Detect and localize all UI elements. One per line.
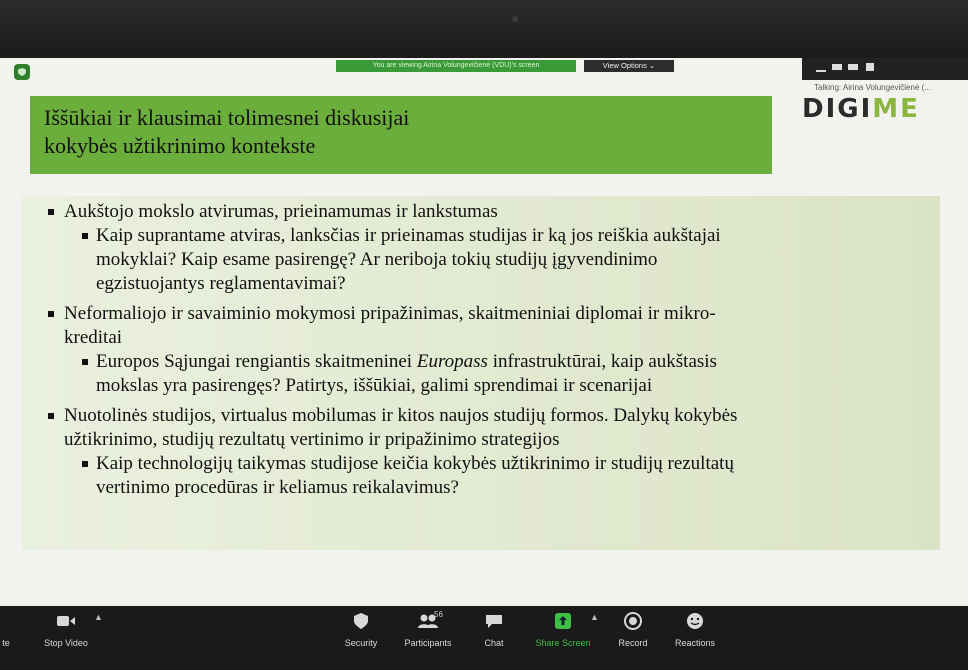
encryption-shield-icon[interactable] <box>14 64 30 80</box>
slide-title-line-1: Iššūkiai ir klausimai tolimesnei diskusijai <box>44 105 410 130</box>
speaker-thumbnail[interactable] <box>802 58 968 128</box>
reactions-button[interactable]: Reactions <box>655 610 735 648</box>
sub-bullet-3: Kaip technologijų taikymas studijose keičia kokybės užtikrinimo ir studijų rezultatų vertinimo procedūras ir keliamus reikalavimus? <box>82 452 940 500</box>
grid-view-icon[interactable] <box>866 63 874 71</box>
monitor-bezel <box>0 0 968 60</box>
sub-bullet-2: Europos Sąjungai rengiantis skaitmeninei Europass infrastruktūrai, kaip aukštasis mokslas yra pasirengęs? Patirtys, iššūkiai, galimi sprendimai ir scenarijai <box>82 350 940 398</box>
smiley-icon <box>655 610 735 632</box>
record-button[interactable]: Record <box>593 610 673 648</box>
share-options-chevron-icon[interactable]: ▲ <box>590 612 599 622</box>
webcam-dot <box>512 16 518 22</box>
single-view-icon[interactable] <box>832 64 842 70</box>
participant-count: 56 <box>434 610 443 619</box>
shared-screen <box>0 58 968 606</box>
bullet-2: Neformaliojo ir savaiminio mokymosi pripažinimas, skaitmeniniai diplomai ir mikro- kreditai <box>48 302 940 350</box>
slide-title-line-2: kokybės užtikrinimo kontekste <box>44 133 316 158</box>
list-view-icon[interactable] <box>848 64 858 70</box>
view-options-button[interactable]: View Options ⌄ <box>584 60 674 72</box>
meeting-toolbar <box>0 606 968 670</box>
chat-button[interactable]: Chat <box>454 610 534 648</box>
security-button[interactable]: Security <box>321 610 401 648</box>
mute-button[interactable]: te <box>2 638 10 648</box>
stop-video-button[interactable]: Stop Video <box>26 610 106 648</box>
chat-bubble-icon <box>454 610 534 632</box>
minimize-icon[interactable] <box>816 70 826 72</box>
digime-logo: DIGIME <box>802 94 920 124</box>
share-screen-button[interactable]: Share Screen <box>523 610 603 648</box>
thumbnail-controls[interactable] <box>802 58 968 80</box>
bullet-3: Nuotolinės studijos, virtualus mobilumas ir kitos naujos studijų formos. Dalykų kokybės užtikrinimo, studijų rezultatų vertinimo ir pripažinimo strategijos <box>48 404 940 452</box>
bullet-1: Aukštojo mokslo atvirumas, prieinamumas ir lankstumas <box>48 200 940 224</box>
video-options-chevron-icon[interactable]: ▲ <box>94 612 103 622</box>
talking-indicator: Talking: Airina Volungevičienė (... <box>814 83 931 92</box>
slide-content <box>22 196 940 550</box>
slide-title <box>30 96 772 174</box>
participants-button[interactable]: 56 Participants <box>388 610 468 648</box>
sub-bullet-1: Kaip suprantame atviras, lanksčias ir prieinamas studijas ir ką jos reiškia aukštajai mokyklai? Kaip esame pasirengę? Ar neriboja tokių studijų įgyvendinimo egzistuojantys reglamentavimai? <box>82 224 940 296</box>
viewing-banner: You are viewing Airina Volungevičienė (VDU)'s screen <box>336 60 576 72</box>
